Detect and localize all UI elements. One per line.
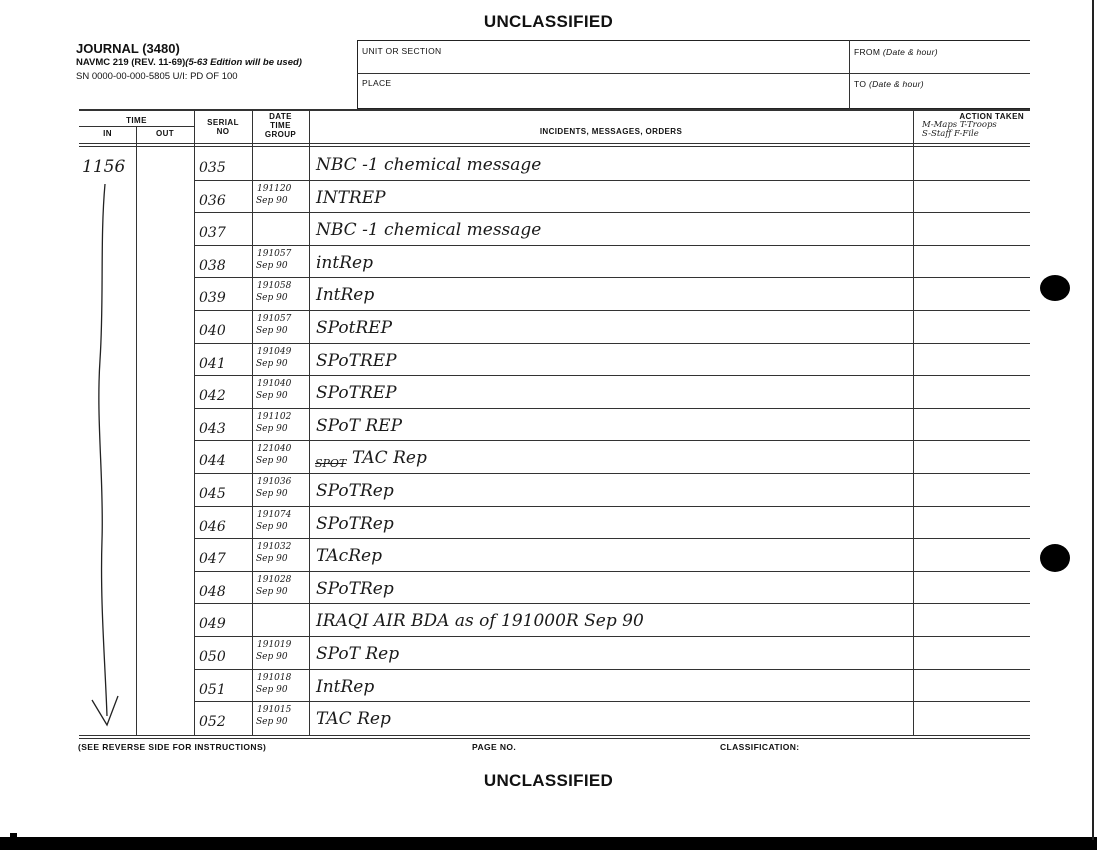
serial-no: 036 <box>199 192 226 209</box>
scan-right-edge <box>1092 0 1094 840</box>
incident-text: TAC Rep <box>352 448 427 469</box>
serial-no: 035 <box>199 160 226 176</box>
dtg-time: 191040 <box>257 379 292 390</box>
dtg-month: Sep 90 <box>256 554 288 565</box>
dtg-time: 191074 <box>257 509 292 520</box>
dtg-time: 191057 <box>257 314 292 324</box>
row-rule <box>194 212 1030 213</box>
dtg-month: Sep 90 <box>256 326 288 336</box>
col-head-action: ACTION TAKEN <box>959 112 1024 121</box>
serial-no: 048 <box>199 583 226 600</box>
incident-text: INTREP <box>316 187 386 208</box>
table-bottom-rule-2 <box>79 738 1030 739</box>
footer-classification: CLASSIFICATION: <box>720 742 800 752</box>
dtg-month: Sep 90 <box>256 652 288 662</box>
dtg-time: 191032 <box>257 542 292 553</box>
dtg-month: Sep 90 <box>256 293 288 304</box>
row-rule <box>194 180 1030 181</box>
col-line-dtg <box>252 110 253 735</box>
table-header-rule-2 <box>79 146 1030 147</box>
form-edition-note: (5-63 Edition will be used) <box>185 57 302 68</box>
classification-top: UNCLASSIFIED <box>483 12 614 31</box>
incident-text: IntRep <box>316 676 375 697</box>
incident-text: SPoTREP <box>316 383 397 404</box>
dtg-time: 191036 <box>257 477 292 487</box>
col-head-incidents: INCIDENTS, MESSAGES, ORDERS <box>539 127 683 136</box>
dtg-time: 121040 <box>257 444 292 455</box>
footer-instructions: (SEE REVERSE SIDE FOR INSTRUCTIONS) <box>78 742 267 752</box>
header-divider <box>357 73 1030 74</box>
serial-no: 051 <box>199 681 226 698</box>
serial-no: 042 <box>199 388 226 405</box>
serial-no: 043 <box>199 420 226 437</box>
col-line-action <box>913 110 914 735</box>
row-rule <box>194 669 1030 670</box>
serial-no: 038 <box>199 257 226 274</box>
row-rule <box>194 310 1030 311</box>
continuation-arrow <box>80 180 140 735</box>
punch-hole-lower <box>1040 544 1070 572</box>
serial-no: 044 <box>199 453 226 470</box>
unit-section-label: UNIT OR SECTION <box>362 46 442 56</box>
dtg-month: Sep 90 <box>256 260 288 271</box>
col-head-serial: SERIAL NO <box>207 118 239 136</box>
header-vertical-divider <box>849 40 850 109</box>
dtg-time: 191057 <box>257 248 292 259</box>
row-rule <box>194 440 1030 441</box>
row-rule <box>194 343 1030 344</box>
incident-text: SPotREP <box>316 318 393 338</box>
col-head-time: TIME <box>126 116 147 125</box>
incident-text: TAcRep <box>316 546 382 567</box>
row-rule <box>194 636 1030 637</box>
dtg-month: Sep 90 <box>256 684 288 695</box>
to-label: TO (Date & hour) <box>854 79 924 89</box>
col-line-serial <box>194 110 195 735</box>
serial-no: 050 <box>199 649 226 665</box>
punch-hole-upper <box>1040 275 1070 301</box>
incident-text: SPoTREP <box>316 350 397 371</box>
dtg-month: Sep 90 <box>256 489 288 499</box>
serial-no: 040 <box>199 323 226 339</box>
dtg-month: Sep 90 <box>256 195 288 206</box>
table-header-rule-1 <box>79 143 1030 144</box>
col-head-dtg: DATE TIME GROUP <box>264 112 297 139</box>
dtg-month: Sep 90 <box>256 586 288 597</box>
col-head-action-legend: M-Maps T-Troops S-Staff F-File <box>922 120 997 139</box>
table-bottom-rule-1 <box>79 735 1030 736</box>
dtg-month: Sep 90 <box>256 521 288 532</box>
form-edition <box>76 57 302 68</box>
incident-text: intRep <box>316 252 373 273</box>
incident-text: NBC -1 chemical message <box>316 220 542 241</box>
dtg-time: 191018 <box>257 672 292 683</box>
serial-no: 052 <box>199 714 226 731</box>
col-head-in: IN <box>103 129 112 138</box>
form-edition-prefix: NAVMC 219 (REV. 11-69) <box>76 57 186 68</box>
row-rule <box>194 473 1030 474</box>
row-rule <box>194 571 1030 572</box>
footer-page-no: PAGE NO. <box>472 742 517 752</box>
incident-text: IRAQI AIR BDA as of 191000R Sep 90 <box>316 611 644 632</box>
dtg-time: 191028 <box>257 574 292 585</box>
incident-text: IntRep <box>316 285 375 306</box>
form-stock-number: SN 0000-00-000-5805 U/I: PD OF 100 <box>76 71 238 82</box>
classification-bottom: UNCLASSIFIED <box>483 771 614 790</box>
row-rule <box>194 375 1030 376</box>
serial-no: 046 <box>199 518 226 535</box>
scan-bottom-edge <box>0 837 1097 850</box>
col-head-out: OUT <box>155 129 175 138</box>
dtg-month: Sep 90 <box>256 391 288 402</box>
place-label: PLACE <box>362 78 392 88</box>
serial-no: 047 <box>199 551 226 568</box>
row-rule <box>194 408 1030 409</box>
dtg-time: 191015 <box>257 705 292 716</box>
time-in: 1156 <box>82 157 126 177</box>
incident-text: SPoTRep <box>316 578 394 599</box>
dtg-time: 191049 <box>257 346 292 357</box>
scan-corner-mark <box>10 833 17 850</box>
row-rule <box>194 538 1030 539</box>
incident-text: TAC Rep <box>316 709 391 730</box>
incident-text: SPoTRep <box>316 513 394 534</box>
dtg-month: Sep 90 <box>256 423 288 434</box>
dtg-time: 191058 <box>257 281 292 292</box>
dtg-month: Sep 90 <box>256 358 288 369</box>
dtg-month: Sep 90 <box>256 456 288 467</box>
struck-text: SPOT <box>315 457 347 471</box>
row-rule <box>194 701 1030 702</box>
from-label: FROM (Date & hour) <box>854 47 938 57</box>
incident-text: SPoT Rep <box>316 644 400 664</box>
dtg-time: 191019 <box>257 640 292 650</box>
dtg-time: 191120 <box>257 183 292 194</box>
dtg-month: Sep 90 <box>256 717 288 728</box>
row-rule <box>194 277 1030 278</box>
dtg-time: 191102 <box>257 411 292 422</box>
serial-no: 041 <box>199 355 226 372</box>
serial-no: 049 <box>199 616 226 633</box>
table-top-rule <box>79 109 1030 111</box>
serial-no: 039 <box>199 290 226 307</box>
row-rule <box>194 603 1030 604</box>
row-rule <box>194 245 1030 246</box>
form-title: JOURNAL (3480) <box>76 41 180 56</box>
incident-text: SPoT REP <box>316 415 403 436</box>
col-line-incidents <box>309 110 310 735</box>
serial-no: 045 <box>199 486 226 502</box>
incident-text: NBC -1 chemical message <box>316 155 542 175</box>
serial-no: 037 <box>199 225 226 242</box>
row-rule <box>194 506 1030 507</box>
incident-text: SPoTRep <box>316 481 394 501</box>
